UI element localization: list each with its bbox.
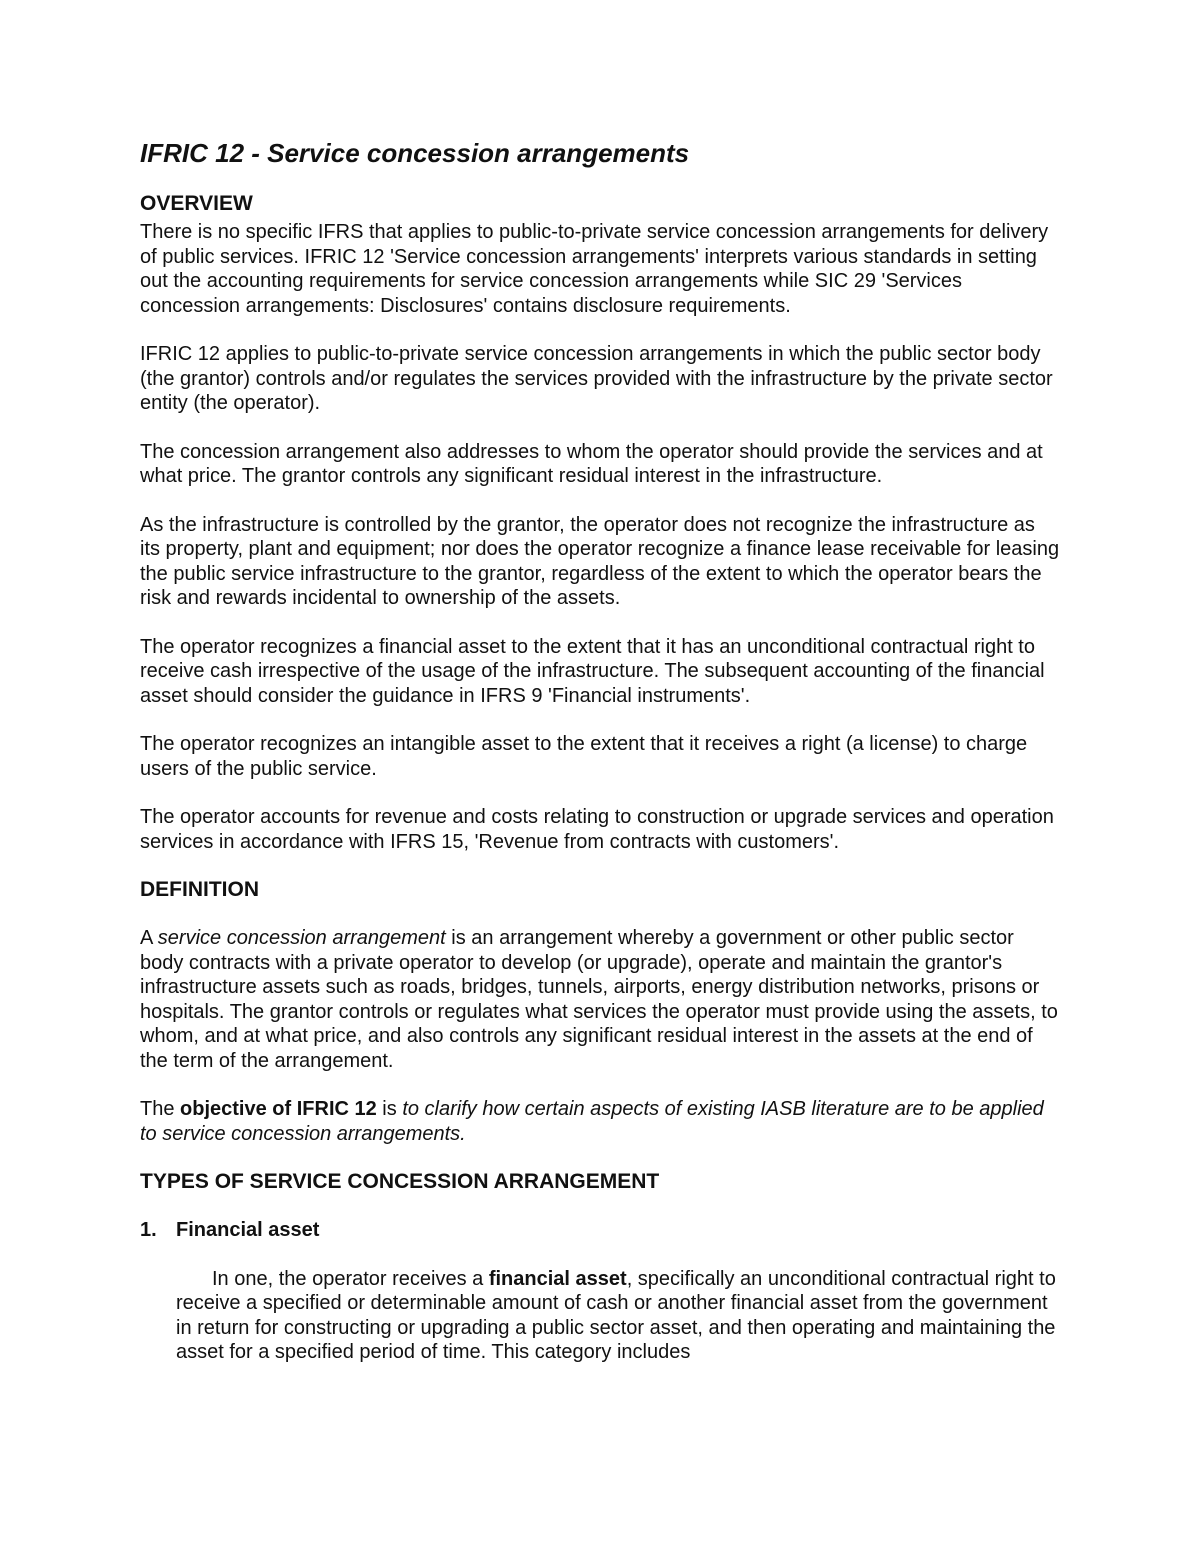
overview-heading: OVERVIEW <box>140 192 253 215</box>
overview-paragraph-4: As the infrastructure is controlled by the grantor, the operator does not recognize the infrastructure as its property, plant and equipment; nor does the operator recognize a finance lease receivable for leasing the public service infrastructure to the grantor, regardless of the extent to which the operator bears the risk and rewards incidental to ownership of the assets. <box>140 513 1060 609</box>
list-item-label: Financial asset <box>176 1219 320 1241</box>
definition-paragraph <box>140 926 1060 1073</box>
definition-heading: DEFINITION <box>140 878 259 901</box>
objective-prefix: The <box>140 1098 181 1120</box>
document-title: IFRIC 12 - Service concession arrangements <box>140 138 690 168</box>
definition-body: is an arrangement whereby a government or other public sector body contracts with a private operator to develop (or upgrade), operate and maintain the grantor's infrastructure assets such as roads, bridges, tunnels, airports, energy distribution networks, prisons or hospitals. The grantor controls or regulates what services the operator must provide using the assets, to whom, and at what price, and also controls any significant residual interest in the assets at the end of the term of the arrangement. <box>140 927 1058 1072</box>
financial-asset-term: financial asset <box>488 1267 627 1290</box>
overview-paragraph-6: The operator recognizes an intangible asset to the extent that it receives a right (a license) to charge users of the public service. <box>140 733 1028 780</box>
definition-term: service concession arrangement <box>157 927 446 949</box>
list-item-financial-asset <box>140 1218 1060 1243</box>
financial-asset-prefix: In one, the operator receives a <box>212 1267 489 1290</box>
financial-asset-paragraph <box>176 1267 1060 1365</box>
list-item-number: 1. <box>140 1219 157 1241</box>
financial-asset-body: , specifically an unconditional contractual right to receive a specified or determinable amount of cash or another financial asset from the government in return for constructing or upgrading a public sector asset, and then operating and maintaining the asset for a specified period of time. This category includes <box>176 1267 1056 1363</box>
types-heading: TYPES OF SERVICE CONCESSION ARRANGEMENT <box>140 1170 660 1193</box>
objective-paragraph <box>140 1097 1060 1146</box>
overview-paragraph-1: There is no specific IFRS that applies to public-to-private service concession arrangements for delivery of public services. IFRIC 12 'Service concession arrangements' interprets various standards in setting out the accounting requirements for service concession arrangements while SIC 29 'Services concession arrangements: Disclosures' contains disclosure requirements. <box>140 221 1049 317</box>
objective-label: objective of IFRIC 12 <box>180 1098 377 1120</box>
objective-statement: to clarify how certain aspects of existing IASB literature are to be applied to service concession arrangements. <box>140 1098 1044 1145</box>
definition-prefix: A <box>140 927 158 949</box>
overview-paragraph-3: The concession arrangement also addresses to whom the operator should provide the services and at what price. The grantor controls any significant residual interest in the infrastructure. <box>140 440 1043 487</box>
overview-paragraph-5: The operator recognizes a financial asset to the extent that it has an unconditional contractual right to receive cash irrespective of the usage of the infrastructure. The subsequent accounting of the financial asset should consider the guidance in IFRS 9 'Financial instruments'. <box>140 635 1045 707</box>
overview-paragraph-7: The operator accounts for revenue and costs relating to construction or upgrade services and operation services in accordance with IFRS 15, 'Revenue from contracts with customers'. <box>140 806 1054 853</box>
objective-connector: is <box>376 1098 403 1120</box>
overview-paragraph-2: IFRIC 12 applies to public-to-private service concession arrangements in which the public sector body (the grantor) controls and/or regulates the services provided with the infrastructure by the private sector entity (the operator). <box>140 343 1053 414</box>
document-page <box>140 138 1060 1365</box>
